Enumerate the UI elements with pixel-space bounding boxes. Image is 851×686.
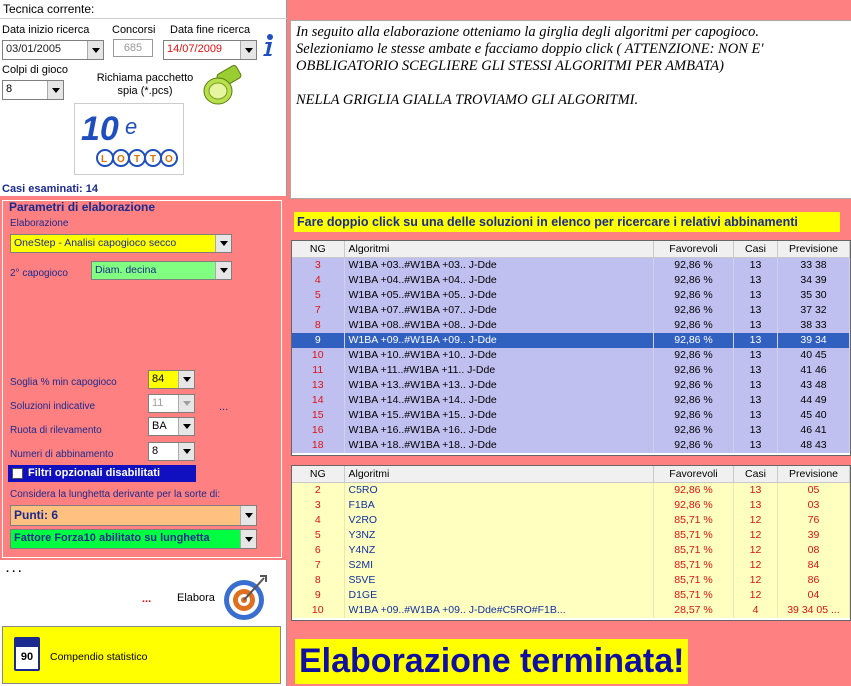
table-cell: F1BA <box>344 498 654 513</box>
table-cell: 85,71 % <box>654 528 734 543</box>
table-cell: 13 <box>734 363 778 378</box>
table-cell: 92,86 % <box>654 408 734 423</box>
table-cell: W1BA +11..#W1BA +11.. J-Dde <box>344 363 654 378</box>
table-cell: 5 <box>292 528 344 543</box>
table-cell: 13 <box>734 318 778 333</box>
table-cell: 13 <box>734 423 778 438</box>
left-top-panel <box>0 0 287 196</box>
table-cell: W1BA +07..#W1BA +07.. J-Dde <box>344 303 654 318</box>
data-fine-select[interactable]: 14/07/2009 <box>163 40 257 60</box>
table-cell: W1BA +05..#W1BA +05.. J-Dde <box>344 288 654 303</box>
table-cell: 76 <box>778 513 850 528</box>
info-text-2: NELLA GRIGLIA GIALLA TROVIAMO GLI ALGORITMI. <box>296 92 639 108</box>
svg-text:O: O <box>117 154 125 165</box>
table-cell: 38 33 <box>778 318 850 333</box>
chevron-down-icon[interactable] <box>47 81 63 99</box>
compendio-button[interactable] <box>2 626 281 684</box>
table-cell: 13 <box>292 378 344 393</box>
table-cell: 7 <box>292 303 344 318</box>
params-title: Parametri di elaborazione <box>9 200 156 214</box>
table-cell: 10 <box>292 603 344 618</box>
soglia-label: Soglia % min capogioco <box>10 377 117 388</box>
table-cell: 13 <box>734 303 778 318</box>
elabora-label: Elabora <box>177 592 215 604</box>
table-cell: 48 43 <box>778 438 850 453</box>
svg-text:T: T <box>150 154 157 165</box>
table-cell: Y4NZ <box>344 543 654 558</box>
data-fine-label: Data fine ricerca <box>170 24 251 36</box>
data-inizio-label: Data inizio ricerca <box>2 24 90 36</box>
chevron-down-icon[interactable] <box>240 506 256 525</box>
table-cell: 33 38 <box>778 258 850 273</box>
table-cell: 08 <box>778 543 850 558</box>
table-cell: 85,71 % <box>654 558 734 573</box>
algoritmi-grid[interactable] <box>291 240 851 456</box>
table-cell: 92,86 % <box>654 348 734 363</box>
table-cell: 86 <box>778 573 850 588</box>
table-cell: 03 <box>778 498 850 513</box>
table-cell: 92,86 % <box>654 438 734 453</box>
table-row[interactable] <box>292 318 850 333</box>
table-row[interactable] <box>292 603 850 618</box>
table-cell: 11 <box>292 363 344 378</box>
table-cell: 13 <box>734 408 778 423</box>
table-cell: 13 <box>734 333 778 348</box>
concorsi-label: Concorsi <box>112 24 156 36</box>
table-cell: 92,86 % <box>654 393 734 408</box>
table-cell: 39 34 05 ... <box>778 603 850 618</box>
target-icon[interactable] <box>222 574 268 622</box>
table-cell: 43 48 <box>778 378 850 393</box>
compendio-label: Compendio statistico <box>50 651 148 663</box>
table-cell: 16 <box>292 423 344 438</box>
table-cell: D1GE <box>344 588 654 603</box>
table-cell: W1BA +16..#W1BA +16.. J-Dde <box>344 423 654 438</box>
table-cell: 12 <box>734 588 778 603</box>
table-row[interactable] <box>292 543 850 558</box>
column-header[interactable]: Casi <box>734 241 778 258</box>
table-cell: 8 <box>292 573 344 588</box>
table-cell: 92,86 % <box>654 498 734 513</box>
column-header[interactable]: Previsione <box>778 466 850 483</box>
table-row[interactable] <box>292 438 850 453</box>
table-row[interactable] <box>292 393 850 408</box>
table-cell: W1BA +09..#W1BA +09.. J-Dde#C5RO#F1B... <box>344 603 654 618</box>
numeri-label: Numeri di abbinamento <box>10 449 114 460</box>
colpi-label: Colpi di gioco <box>2 64 69 76</box>
table-row[interactable] <box>292 588 850 603</box>
params-panel <box>2 200 282 558</box>
table-cell: 13 <box>734 438 778 453</box>
chevron-down-icon[interactable] <box>178 371 194 388</box>
table-cell: 39 34 <box>778 333 850 348</box>
table-cell: 13 <box>734 483 778 498</box>
table-cell: 92,86 % <box>654 273 734 288</box>
chevron-down-icon[interactable] <box>215 262 231 279</box>
dots-mid: ... <box>142 593 152 605</box>
table-cell: 28,57 % <box>654 603 734 618</box>
table-cell: 39 <box>778 528 850 543</box>
table-row[interactable] <box>292 483 850 498</box>
table-cell: 35 30 <box>778 288 850 303</box>
colpi-select[interactable]: 8 <box>2 80 64 100</box>
table-cell: 13 <box>734 348 778 363</box>
table-cell: 15 <box>292 408 344 423</box>
table-cell: Y3NZ <box>344 528 654 543</box>
table-cell: 9 <box>292 333 344 348</box>
table-cell: 3 <box>292 498 344 513</box>
table-cell: 18 <box>292 438 344 453</box>
table-cell: 37 32 <box>778 303 850 318</box>
table-cell: 13 <box>734 258 778 273</box>
column-header[interactable]: Favorevoli <box>654 241 734 258</box>
table-cell: W1BA +13..#W1BA +13.. J-Dde <box>344 378 654 393</box>
table-cell: 92,86 % <box>654 363 734 378</box>
svg-text:10: 10 <box>81 110 119 148</box>
table-row[interactable] <box>292 348 850 363</box>
table-cell: 46 41 <box>778 423 850 438</box>
plug-icon[interactable] <box>200 65 246 107</box>
column-header[interactable]: Casi <box>734 466 778 483</box>
capogioco2-label: 2° capogioco <box>10 268 68 279</box>
table-cell: 5 <box>292 288 344 303</box>
table-cell: 3 <box>292 258 344 273</box>
table-cell: 14 <box>292 393 344 408</box>
algoritmi-gialla-grid[interactable] <box>291 465 851 621</box>
table-cell: 45 40 <box>778 408 850 423</box>
data-inizio-select[interactable]: 03/01/2005 <box>2 40 104 60</box>
info-text-box <box>290 20 851 199</box>
table-cell: 10 <box>292 348 344 363</box>
table-cell: 13 <box>734 273 778 288</box>
chevron-down-icon[interactable] <box>215 235 231 252</box>
elaborazione-select[interactable]: OneStep - Analisi capogioco secco <box>10 234 232 253</box>
soluzioni-dots: ... <box>219 401 229 413</box>
table-cell: 85,71 % <box>654 588 734 603</box>
table-cell: 04 <box>778 588 850 603</box>
info-icon[interactable] <box>260 33 276 57</box>
table-cell: 84 <box>778 558 850 573</box>
chevron-down-icon[interactable] <box>178 443 194 460</box>
column-header[interactable]: NG <box>292 466 344 483</box>
table-cell: 05 <box>778 483 850 498</box>
column-header[interactable]: Previsione <box>778 241 850 258</box>
calendar-icon: 90 <box>14 637 40 671</box>
casi-esaminati: Casi esaminati: 14 <box>2 183 98 195</box>
table-cell: 92,86 % <box>654 303 734 318</box>
table-cell: 44 49 <box>778 393 850 408</box>
filtri-checkbox-row[interactable]: Filtri opzionali disabilitati <box>8 465 196 482</box>
elaborazione-label: Elaborazione <box>10 218 69 229</box>
table-row[interactable] <box>292 558 850 573</box>
table-cell: S2MI <box>344 558 654 573</box>
dots-left: . . . <box>6 563 22 575</box>
table-cell: 6 <box>292 543 344 558</box>
table-row[interactable] <box>292 423 850 438</box>
ruota-select[interactable]: BA <box>148 417 195 436</box>
table-cell: 12 <box>734 528 778 543</box>
table-row[interactable] <box>292 288 850 303</box>
table-row[interactable] <box>292 333 850 348</box>
table-cell: W1BA +14..#W1BA +14.. J-Dde <box>344 393 654 408</box>
table-row[interactable] <box>292 303 850 318</box>
table-cell: W1BA +09..#W1BA +09.. J-Dde <box>344 333 654 348</box>
chevron-down-icon[interactable] <box>87 41 103 59</box>
table-cell: 40 45 <box>778 348 850 363</box>
table-cell: 13 <box>734 378 778 393</box>
chevron-down-icon[interactable] <box>178 418 194 435</box>
table-row[interactable] <box>292 573 850 588</box>
table-cell: 92,86 % <box>654 423 734 438</box>
table-cell: 9 <box>292 588 344 603</box>
column-header[interactable]: Favorevoli <box>654 466 734 483</box>
table-row[interactable] <box>292 513 850 528</box>
info-text-1: In seguito alla elaborazione otteniamo la girglia degli algoritmi per capogioco. Selezioniamo le stesse ambate e facciamo doppio click ( ATTENZIONE: NON E' OBBLIGATORIO SCEGLIERE GLI STESSI ALGORITMI PER AMBATA) <box>296 24 764 74</box>
table-cell: V2RO <box>344 513 654 528</box>
table-cell: 7 <box>292 558 344 573</box>
table-cell: 2 <box>292 483 344 498</box>
soluzioni-label: Soluzioni indicative <box>10 401 96 412</box>
svg-text:L: L <box>101 154 108 165</box>
status-banner: Elaborazione terminata! <box>295 639 688 684</box>
richiama-label: Richiama pacchetto spia (*.pcs) <box>96 72 194 97</box>
fattore-select[interactable]: Fattore Forza10 abilitato su lunghetta <box>10 529 257 549</box>
table-cell: 8 <box>292 318 344 333</box>
svg-text:e: e <box>125 114 138 139</box>
table-cell: 4 <box>292 513 344 528</box>
table-cell: W1BA +08..#W1BA +08.. J-Dde <box>344 318 654 333</box>
table-cell: 85,71 % <box>654 573 734 588</box>
soglia-select[interactable]: 84 <box>148 370 195 389</box>
chevron-down-icon[interactable] <box>240 41 256 59</box>
table-cell: 13 <box>734 288 778 303</box>
table-cell: 4 <box>292 273 344 288</box>
chevron-down-icon[interactable] <box>240 530 256 548</box>
svg-text:T: T <box>134 154 141 165</box>
table-cell: 13 <box>734 498 778 513</box>
punti-select[interactable]: Punti: 6 <box>10 505 257 526</box>
table-cell: W1BA +04..#W1BA +04.. J-Dde <box>344 273 654 288</box>
table-cell: W1BA +15..#W1BA +15.. J-Dde <box>344 408 654 423</box>
table-row[interactable] <box>292 273 850 288</box>
table-row[interactable] <box>292 498 850 513</box>
numeri-select[interactable]: 8 <box>148 442 195 461</box>
table-cell: 41 46 <box>778 363 850 378</box>
table-cell: 13 <box>734 393 778 408</box>
table-cell: 92,86 % <box>654 318 734 333</box>
table-cell: 34 39 <box>778 273 850 288</box>
table-row[interactable] <box>292 528 850 543</box>
table-cell: 92,86 % <box>654 378 734 393</box>
tecnica-label: Tecnica corrente: <box>3 2 95 16</box>
checkbox-icon[interactable] <box>12 468 23 479</box>
table-cell: 12 <box>734 513 778 528</box>
table-cell: 92,86 % <box>654 288 734 303</box>
capogioco2-select[interactable]: Diam. decina <box>91 261 232 280</box>
chevron-down-icon[interactable] <box>178 395 194 412</box>
column-header[interactable]: Algoritmi <box>344 241 654 258</box>
column-header[interactable]: Algoritmi <box>344 466 654 483</box>
table-row[interactable] <box>292 378 850 393</box>
column-header[interactable]: NG <box>292 241 344 258</box>
table-row[interactable] <box>292 408 850 423</box>
table-cell: 12 <box>734 573 778 588</box>
table-row[interactable] <box>292 258 850 273</box>
table-cell: W1BA +18..#W1BA +18.. J-Dde <box>344 438 654 453</box>
left-bottom-panel <box>0 560 287 686</box>
table-cell: W1BA +10..#W1BA +10.. J-Dde <box>344 348 654 363</box>
table-cell: 85,71 % <box>654 513 734 528</box>
lunghetta-label: Considera la lunghetta derivante per la sorte di: <box>10 489 221 500</box>
10elotto-logo <box>74 103 184 175</box>
ruota-label: Ruota di rilevamento <box>10 425 102 436</box>
soluzioni-select[interactable]: 11 <box>148 394 195 413</box>
concorsi-field: 685 <box>113 39 153 57</box>
table-cell: 4 <box>734 603 778 618</box>
table-row[interactable] <box>292 363 850 378</box>
banner: Fare doppio click su una delle soluzioni in elenco per ricercare i relativi abbinamenti <box>294 212 840 232</box>
table-cell: 92,86 % <box>654 258 734 273</box>
svg-text:O: O <box>165 154 173 165</box>
table-cell: C5RO <box>344 483 654 498</box>
table-cell: 12 <box>734 543 778 558</box>
table-cell: 12 <box>734 558 778 573</box>
table-cell: S5VE <box>344 573 654 588</box>
table-cell: 92,86 % <box>654 483 734 498</box>
table-cell: W1BA +03..#W1BA +03.. J-Dde <box>344 258 654 273</box>
table-cell: 92,86 % <box>654 333 734 348</box>
table-cell: 85,71 % <box>654 543 734 558</box>
